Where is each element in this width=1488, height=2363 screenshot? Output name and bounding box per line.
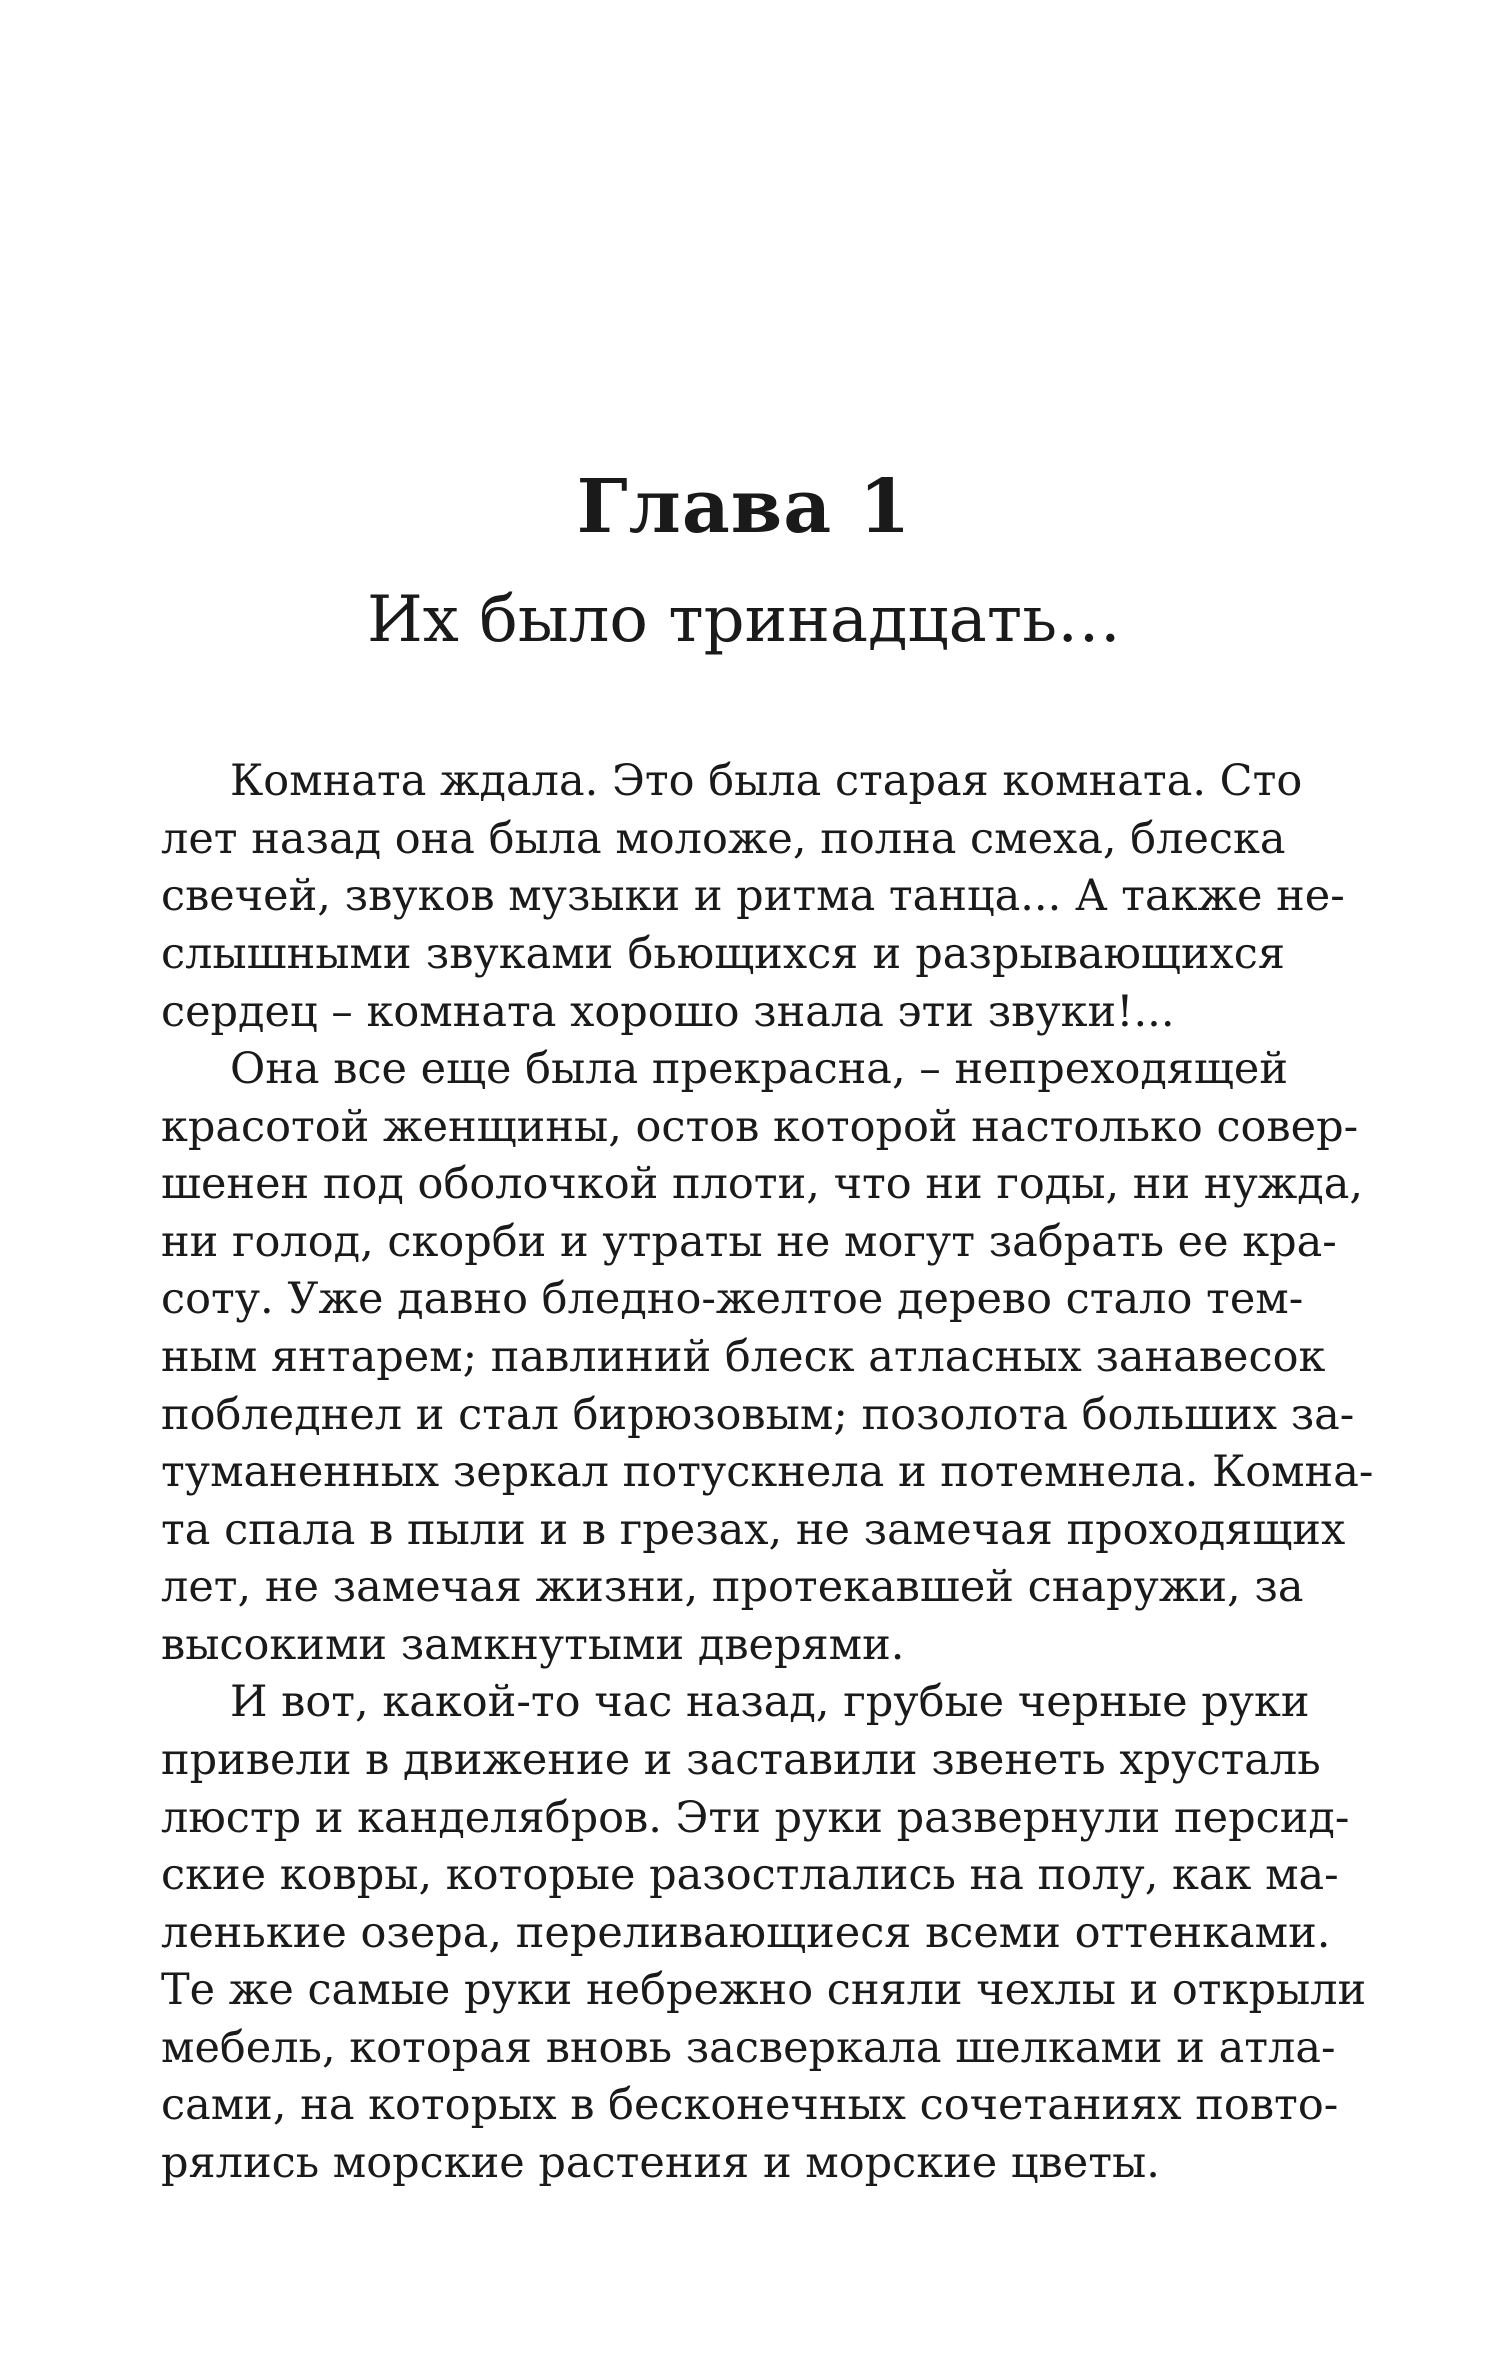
text-line: Те же самые руки небрежно сняли чехлы и открыли bbox=[161, 1965, 1367, 2015]
text-line: та спала в пыли и в грезах, не замечая проходящих bbox=[161, 1505, 1346, 1555]
text-line: красотой женщины, остов которой настолько совер- bbox=[161, 1102, 1359, 1152]
text-line: рялись морские растения и морские цветы. bbox=[161, 2138, 1160, 2188]
text-line: ленькие озера, переливающиеся всеми оттенками. bbox=[161, 1908, 1331, 1958]
text-line: ным янтарем; павлиний блеск атласных занавесок bbox=[161, 1332, 1326, 1382]
text-line: свечей, звуков музыки и ритма танца... А также не- bbox=[161, 871, 1345, 921]
text-line: сами, на которых в бесконечных сочетаниях повто- bbox=[161, 2080, 1339, 2130]
text-line: туманенных зеркал потускнела и потемнела. Комна- bbox=[161, 1447, 1374, 1497]
text-line: ские ковры, которые разостлались на полу, как ма- bbox=[161, 1850, 1339, 1900]
text-line: лет назад она была моложе, полна смеха, блеска bbox=[161, 814, 1286, 864]
text-line: лет, не замечая жизни, протекавшей снаружи, за bbox=[161, 1562, 1304, 1612]
text-line: привели в движение и заставили звенеть хрусталь bbox=[161, 1735, 1321, 1785]
text-line: Комната ждала. Это была старая комната. Сто bbox=[230, 756, 1303, 806]
text-line: высокими замкнутыми дверями. bbox=[161, 1620, 905, 1670]
text-line: слышными звуками бьющихся и разрывающихся bbox=[161, 929, 1285, 979]
text-line: ни голод, скорби и утраты не могут забрать ее кра- bbox=[161, 1217, 1337, 1267]
text-line: мебель, которая вновь засверкала шелками и атла- bbox=[161, 2023, 1336, 2073]
text-line: сердец – комната хорошо знала эти звуки!... bbox=[161, 987, 1175, 1037]
text-line: побледнел и стал бирюзовым; позолота больших за- bbox=[161, 1390, 1355, 1440]
text-line: шенен под оболочкой плоти, что ни годы, ни нужда, bbox=[161, 1159, 1364, 1209]
text-line: люстр и канделябров. Эти руки развернули персид- bbox=[161, 1793, 1350, 1843]
text-line: Она все еще была прекрасна, – непреходящей bbox=[230, 1044, 1289, 1094]
chapter-title: Их было тринадцать… bbox=[366, 583, 1122, 657]
chapter-number: Глава 1 bbox=[576, 464, 912, 550]
text-line: И вот, какой-то час назад, грубые черные руки bbox=[230, 1677, 1310, 1727]
text-line: соту. Уже давно бледно-желтое дерево стало тем- bbox=[161, 1274, 1304, 1324]
